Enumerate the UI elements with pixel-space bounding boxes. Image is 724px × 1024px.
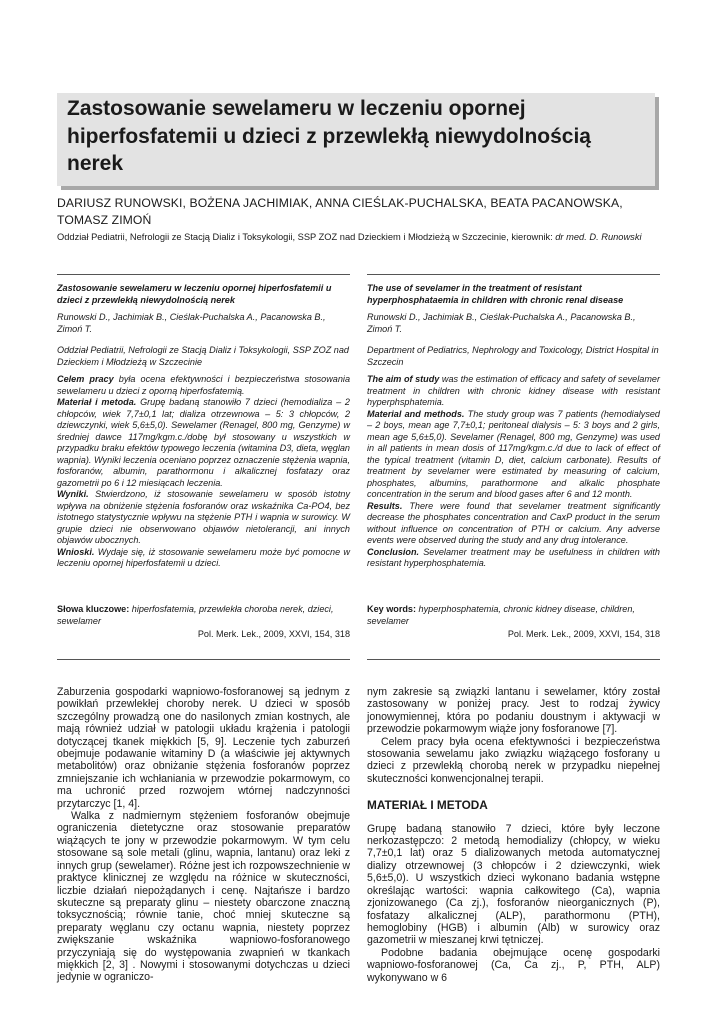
abstract-en-aim-label: The aim of study (367, 374, 440, 384)
abstract-en-methods: Material and methods. The study group was 7 patients (hemodialysed – 2 boys, mean age 7,7±0,1; peritoneal dialysis – 5: 3 boys and 2 girls, mean age 5,6±5,0). Sevelamer (Renagel, 800 mg, Genzyme) was used in all patients in mean dosis of 117mg/kgm.c./d due to lack of effect of the typical treatment (vitamin D, diet, calcium carbonate). Results of treatment by sevelamer were estimated by measuring of calcium, phosphates, albumins, parathormone and alkalic phosphate concentration in the serum and blood gases after 6 and 12 month. (367, 408, 660, 499)
abstract-en-title: The use of sevelamer in the treatment of resistant hyperphosphataemia in children with chronic renal disease (367, 283, 624, 305)
abstract-pl-affiliation: Oddział Pediatrii, Nefrologii ze Stacją Dializ i Toksykologii, SSP ZOZ nad Dzieckiem i Młodzieżą w Szczecinie (57, 345, 349, 367)
abstract-en-body (367, 374, 660, 570)
body-paragraph: Podobne badania obejmujące ocenę gospodarki wapniowo-fosforanowej (Ca, Ca zj., P, PTH, ALP) wykonywano w 6 (367, 946, 660, 984)
title-box (57, 93, 655, 186)
affiliation-head: dr med. D. Runowski (555, 232, 642, 242)
abstract-pl-conclusions-label: Wnioski. (57, 546, 95, 557)
abstract-pl-methods-label: Materiał i metoda. (57, 397, 137, 407)
abstract-pl-citation: Pol. Merk. Lek., 2009, XXVI, 154, 318 (197, 629, 350, 639)
abstract-pl-aim-label: Celem pracy (57, 374, 114, 384)
body-paragraph: Zaburzenia gospodarki wapniowo-fosforanowej są jednym z powikłań przewlekłej choroby nerek. U dzieci w sposób szczególny prowadzą one do nasilonych zmian kostnych, ale mają również udział w patologii układu krążenia i patologii dotyczącej tkanek miękkich [5, 9]. Leczenie tych zaburzeń obejmuje podawanie witaminy D (a właściwie jej aktywnych metabolitów) oraz obniżanie stężenia fosforanów poprzez zmniejszanie ich wchłaniania w przewodzie pokarmowym, co ma uchronić przed rozwojem wtórnej nadczynności przytarczyc [1, 4]. (57, 686, 350, 810)
abstract-pl-methods: Materiał i metoda. Grupę badaną stanowiło 7 dzieci (hemodializa – 2 chłopców, wiek 7,7±0,1 lat; dializa otrzewnowa – 5: 3 chłopców, 2 dziewczynki, wiek 5,6±5,0). Sewelamer (Renagel, 800 mg, Genzyme) w średniej dawce 117mg/kgm.c./dobę był stosowany u wszystkich w przypadku braku efektów typowego leczenia (witamina D3, dieta, węglan wapnia). Wyniki leczenia oceniano poprzez oznaczenie stężenia wapnia, fosforanów, albumin, parathormonu i alkalicznej fosfatazy oraz gazometrii po 6 i 12 miesiącach leczenia. (57, 397, 350, 488)
abstract-pl-keywords-label: Słowa kluczowe: (57, 604, 130, 614)
abstract-en-affiliation: Department of Pediatrics, Nephrology and Toxicology, District Hospital in Szczecin (367, 345, 659, 367)
abstract-pl-results: Wyniki. Stwierdzono, iż stosowanie sewelameru w sposób istotny wpływa na obniżenie stężenia fosforanów oraz wskaźnika Ca-PO4, bez istotnego statystycznie wpływu na stężenie PTH i wapnia w surowicy. W grupie dzieci nie obserwowano objawów nietolerancji, ani innych objawów ubocznych. (57, 489, 350, 545)
abstract-en-conclusion-label: Conclusion. (367, 546, 420, 557)
abstract-pl-keywords: Słowa kluczowe: hiperfosfatemia, przewlekła choroba nerek, dzieci, sewelamer (57, 604, 334, 626)
section-heading: MATERIAŁ I METODA (367, 798, 488, 813)
body-paragraph: Celem pracy była ocena efektywności i bezpieczeństwa stosowania sewelamu jako związku wiążącego fosforany u dzieci z przewlekłą chorobą nerek w przypadku niepełnej skuteczności konwencjonalnej terapii. (367, 735, 660, 785)
abstract-en-results: Results. There were found that sevelamer treatment significantly decrease the phosphates concentration and CaxP product in the serum without influence on concentration of PTH or calcium. Any adverse events were observed during the study and any drug intolerance. (367, 500, 660, 545)
body-paragraph: Grupę badaną stanowiło 7 dzieci, które były leczone nerkozastępczo: 2 metodą hemodializy (chłopcy, w wieku 7,7±0,1 lat) oraz 5 dializowanych metoda automatycznej dializy otrzewnowej (3 chłopców i 2 dziewczynki, wiek 5,6±5,0). U wszystkich dzieci wykonano badania wstępne określając wartości: wapnia całkowitego (Ca), wapnia zjonizowanego (Ca zj.), fosforanów nieorganicznych (P), fosfatazy alkalicznej (ALP), parathormonu (PTH), hemoglobiny (HGB) i albumin (Alb) w surowicy oraz gazometrii w mieszanej krwi tętniczej. (367, 822, 660, 947)
body-paragraph: nym zakresie są związki lantanu i sewelamer, który został zastosowany w poniżej pracy. Jest to rodzaj żywicy jonowymiennej, która po podaniu doustnym i aktywacji w przewodzie pokarmowym wiąże jony fosforanowe [7]. (367, 686, 660, 736)
abstract-en-citation: Pol. Merk. Lek., 2009, XXVI, 154, 318 (507, 629, 660, 639)
abstract-pl-authors: Runowski D., Jachimiak B., Cieślak-Puchalska A., Pacanowska B., Zimoń T. (57, 312, 326, 334)
abstract-en-conclusion: Conclusion. Sevelamer treatment may be usefulness in children with resistant hyperphosphatemia. (367, 546, 660, 568)
affiliation (57, 231, 677, 243)
abstract-pl-body (57, 374, 350, 570)
abstract-pl-results-label: Wyniki. (57, 489, 89, 499)
abstract-en-methods-label: Material and methods. (367, 408, 465, 419)
abstract-en-bottom-rule (367, 659, 660, 660)
article-title: Zastosowanie sewelameru w leczeniu opornej hiperfosfatemii u dzieci z przewlekłą niewydolnością nerek (67, 97, 591, 175)
abstract-pl-title: Zastosowanie sewelameru w leczeniu opornej hiperfosfatemii u dzieci z przewlekłą niewydolnością nerek (57, 283, 332, 305)
abstract-en-keywords: Key words: hyperphosphatemia, chronic kidney disease, children, sevelamer (367, 604, 635, 626)
body-column-right (367, 686, 660, 984)
abstract-en-aim: The aim of study was the estimation of efficacy and safety of sevelamer treatment in children with chronic kidney disease with resistant hyperphsphatemia. (367, 374, 660, 407)
abstract-pl-bottom-rule (57, 659, 350, 660)
abstract-en-keywords-label: Key words: (367, 604, 417, 614)
body-paragraph: Walka z nadmiernym stężeniem fosforanów obejmuje ograniczenia dietetyczne oraz stosowanie preparatów wiążących te jony w przewodzie pokarmowym. W tym celu stosowane są sole metali (glinu, wapnia, lantanu) oraz leki z innych grup (sewelamer). Różne jest ich rozpowszechnienie w praktyce klinicznej ze względu na różnice w skuteczności, liczbie działań niepożądanych i cenę. Najtańsze i bardzo skuteczne są preparaty glinu – niestety obarczone znaczną toksycznością; równie tanie, choć mniej skuteczne są preparaty węglanu czy octanu wapnia, niestety poprzez zwiększanie wskaźnika wapniowo-fosforanowego przyczyniają się do występowania zwapnień w tkankach miękkich [2, 3] . Nowymi i stosowanymi dotychczas u dzieci jedynie w ograniczo- (57, 810, 350, 984)
abstract-pl-top-rule (57, 274, 350, 275)
affiliation-text: Oddział Pediatrii, Nefrologii ze Stacją Dializ i Toksykologii, SSP ZOZ nad Dzieckiem i Młodzieżą w Szczecinie, kierownik: (57, 232, 556, 242)
abstract-pl-conclusions: Wnioski. Wydaje się, iż stosowanie sewelameru może być pomocne w leczeniu opornej hiperfosfatemii u dzieci. (57, 546, 350, 568)
abstract-en-results-label: Results. (367, 500, 403, 511)
abstract-en-top-rule (367, 274, 660, 275)
abstract-pl-aim: Celem pracy była ocena efektywności i bezpieczeństwa stosowania sewelameru u dzieci z oporną hiperfosfatemią. (57, 374, 350, 396)
body-column-left (57, 686, 350, 984)
authors: DARIUSZ RUNOWSKI, BOŻENA JACHIMIAK, ANNA CIEŚLAK-PUCHALSKA, BEATA PACANOWSKA, TOMASZ ZIMOŃ (57, 196, 623, 227)
abstract-en-authors: Runowski D., Jachimiak B., Cieślak-Puchalska A., Pacanowska B., Zimoń T. (367, 312, 636, 334)
